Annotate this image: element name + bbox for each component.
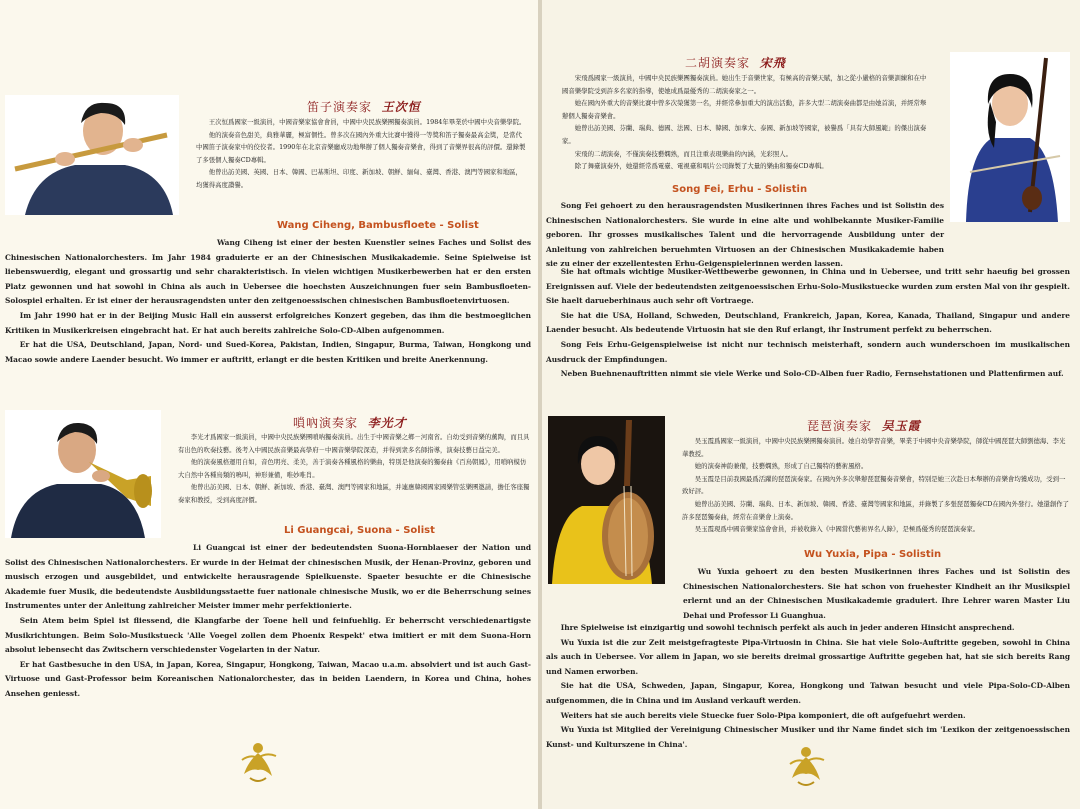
wu-title-de: Wu Yuxia, Pipa - Solistin bbox=[804, 549, 942, 560]
gold-dancer-ornament-icon bbox=[786, 744, 826, 788]
song-bio-de-p2: Sie hat oftmals wichtige Musiker-Wettbewerbe gewonnen, in China und in Uebersee, und tritt sehr haeufig bei grossen Ereignissen auf. Viele der bedeutendsten zeitgenoessischen Erhu-Solo-Musikstuecke wurden zum ersten Mal von ihr gespielt. Sie haelt darueberhinaus auch sehr oft Vortraege. bbox=[546, 267, 1070, 306]
wang-title-cn bbox=[307, 98, 421, 115]
wang-role-cn: 笛子演奏家 bbox=[307, 100, 373, 114]
wu-bio-de-p1: Wu Yuxia gehoert zu den besten Musikerinnen ihres Faches und ist Solistin des Chinesischen Nationalorchesters. Sie hat schon von fruehester Kindheit an ihr Musikspiel erlernt und an der Chinesischen Musikakademie graduiert. Ihre Lehrer waren Master Liu Dehai und Professor Li Guanghua. bbox=[683, 567, 1070, 620]
li-bio-cn bbox=[178, 431, 530, 507]
wang-bio-de-p1: Wang Ciheng ist einer der besten Kuenstler seines Faches und Solist des Chinesischen Nationalorchesters. Im Jahr 1984 graduierte er an der Chinesischen Musikakademie. Seine Spielweise ist liebenswuerdig, elegant und grossartig und sehr charakteristisch. In vielen wichtigen Musikerbewerben hat er den ersten Platz gewonnen und hat sowohl in China als auch in Uebersee die hoechsten Auszeichnungen fuer sein Bambusfloeten-Solospiel erhalten. Er ist einer der herausragendsten unter den zeitgenoessischen chinesischen Bambusfloetenvirtuosen. bbox=[5, 238, 531, 306]
song-bio-cn-p1: 宋飛爲國家一級演員，中國中央民族樂團獨奏演員。她出生于音樂世家，有極高的音樂天賦，加之從小嚴格的音樂訓練和在中國音樂學院受到許多名家的指導，使她成爲最優秀的二胡演奏家之一。 bbox=[562, 74, 927, 95]
right-page bbox=[542, 0, 1080, 809]
song-bio-de-p3: Sie hat die USA, Holland, Schweden, Deutschland, Frankreich, Japan, Korea, Kanada, Thailand, Singapur und andere Laender besucht. Als bedeutende Virtuosin hat sie den Ruf erlangt, ihr Instrument perfekt zu beherrschen. bbox=[546, 310, 1070, 335]
photo-song-fei-erhu bbox=[950, 52, 1070, 222]
li-bio-de bbox=[5, 541, 531, 702]
photo-wu-yuxia-pipa bbox=[548, 416, 665, 584]
wang-title-de: Wang Ciheng, Bambusfloete - Solist bbox=[277, 220, 479, 231]
song-bio-de bbox=[546, 199, 944, 272]
li-title-cn bbox=[293, 414, 407, 431]
photo-li-guangcai-suona bbox=[5, 410, 161, 538]
song-bio-cn-p2: 她在國內外重大的音樂比賽中曾多次榮獲第一名，并經常參加重大的演出活動，許多大型二胡演奏曲都是由她首演，并經常舉辦個人獨奏音樂會。 bbox=[562, 99, 927, 120]
left-page bbox=[0, 0, 538, 809]
song-bio-cn-p5: 除了舞臺演奏外，她還經常爲電臺、電視臺和唱片公司錄製了大量的樂曲和獨奏CD專輯。 bbox=[574, 162, 828, 171]
song-bio-de-p4: Song Feis Erhu-Geigenspielweise ist nicht nur technisch meisterhaft, sondern auch wunderschoen im musikalischen Ausdruck der Empfindungen. bbox=[546, 339, 1070, 364]
wang-bio-cn-p1: 王次恒爲國家一級演員，中國音樂家協會會員，中國中央民族樂團獨奏演員。1984年畢業於中國中央音樂學院。 bbox=[208, 118, 526, 126]
li-bio-cn-p3: 他曾出訪美國、日本、朝鮮、新加坡、香港、臺灣、澳門等國家和地區，并連應韓國國家國樂管弦樂團邀請，擔任客座獨奏家和教授，受到高度評價。 bbox=[178, 483, 530, 504]
song-bio-de-p1: Song Fei gehoert zu den herausragendsten Musikerinnen ihres Faches und ist Solistin des Chinesischen Nationalorchesters. Sie wurde in eine alte und wohlbekannte Musiker-Familie geboren. Ihr grosses musikalisches Talent und die hervorragende Ausbildung unter der Anleitung von zahlreichen beruehmten Virtuosen an der Chinesischen Musikakademie haben sie zu einer der exzellentesten Erhu-Geigenspielerinnen werden lassen. bbox=[546, 201, 944, 269]
li-bio-cn-p2: 他的演奏風格運用自如，音色明亮、柔美，善于演奏各種風格的樂曲，特別是他演奏的獨奏曲《百鳥朝鳳》，用嗩吶模仿大自然中各種鳥類的鳴叫，神形兼備，唯妙唯肖。 bbox=[178, 458, 527, 479]
wang-bio-de bbox=[5, 236, 531, 367]
li-bio-de-p2: Sein Atem beim Spiel ist fliessend, die Klangfarbe der Toene hell und feinfuehlig. Er beherrscht verschiedenartigste Musikrichtungen. Beim Solo-Musikstueck 'Alle Voegel zollen dem Phoenix Respekt' etwa imitiert er mit dem Suona-Horn absolut lebensecht das Zwitschern verschiedenster Vogelarten in der Natur. bbox=[5, 615, 531, 655]
song-role-cn: 二胡演奏家 bbox=[685, 56, 751, 70]
wu-role-cn: 琵琶演奏家 bbox=[807, 419, 873, 433]
song-bio-cn bbox=[562, 72, 932, 173]
song-title-de: Song Fei, Erhu - Solistin bbox=[672, 184, 808, 195]
wu-bio-de-p4: Sie hat die USA, Schweden, Japan, Singapur, Korea, Hongkong und Taiwan besucht und viele Pipa-Solo-CD-Alben aufgenommen, die in China und im Ausland verkauft werden. bbox=[546, 681, 1070, 705]
li-bio-de-p3: Er hat Gastbesuche in den USA, in Japan, Korea, Singapur, Hongkong, Taiwan, Macao u.a.m. absolviert und ist auch Gast-Virtuose und Gast-Professor beim Koreanischen Nationalorchester, das in beiden Laendern, in Korea und China, hohes Ansehen geniesst. bbox=[5, 659, 531, 698]
wu-bio-cn bbox=[682, 435, 1070, 536]
wang-name-cn: 王次恒 bbox=[381, 100, 421, 114]
li-role-cn: 嗩吶演奏家 bbox=[293, 416, 359, 430]
song-bio-de-p5: Neben Buehnenauftritten nimmt sie viele Werke und Solo-CD-Alben fuer Radio, Fernsehstationen und Plattenfirmen auf. bbox=[560, 369, 1064, 379]
wu-bio-de-p3: Wu Yuxia ist die zur Zeit meistgefragteste Pipa-Virtuosin in China. Sie hat viele Solo-Auftritte gegeben, sowohl in China als auch in Uebersee. Vor allem in Japan, wo sie bereits dreimal grossartige Auftritte gegeben hat, hat sie sich bereits Rang und Namen erworben. bbox=[546, 637, 1070, 676]
wu-bio-cn-p4: 她曾出訪美國、芬蘭、瑞典、日本、新加坡、韓國、香港、臺灣等國家和地區，并錄製了多張琵琶獨奏CD在國內外發行。她還創作了許多琵琶獨奏曲，經常在音樂會上演奏。 bbox=[682, 499, 1070, 521]
li-name-cn: 李光才 bbox=[367, 416, 407, 430]
photo-wang-ciheng-flute bbox=[5, 95, 179, 215]
wu-bio-de bbox=[546, 621, 1070, 752]
song-name-cn: 宋飛 bbox=[759, 56, 786, 70]
wu-bio-de-p2: Ihre Spielweise ist einzigartig und sowohl technisch perfekt als auch in jeder anderen Hinsicht ansprechend. bbox=[560, 623, 1015, 632]
wang-bio-de-p3: Er hat die USA, Deutschland, Japan, Nord- und Sued-Korea, Pakistan, Indien, Singapur, Burma, Taiwan, Hongkong und Macao sowie andere Laender besucht. Wo immer er auftritt, erlangt er die besten Kritiken und breite Anerkennung. bbox=[5, 340, 531, 364]
wu-name-cn: 吴玉霞 bbox=[881, 419, 921, 433]
wu-bio-cn-p3: 吴玉霞是目前我國最爲活躍的琵琶演奏家。在國內外多次舉辦琵琶獨奏音樂會，特別是她三次赴日本舉辦的音樂會均獲成功，受到一致好評。 bbox=[682, 474, 1066, 496]
wu-title-cn bbox=[807, 417, 921, 434]
song-bio-cn-p3: 她曾出訪美國、芬蘭、瑞典、德國、法國、日本、韓國、加拿大、泰國、新加坡等國家，被譽爲「具有大師風範」的傑出演奏家。 bbox=[562, 124, 927, 145]
wu-bio-cn-p2: 她的演奏神韵兼備，技藝嫻熟，形成了自己獨特的藝術風格。 bbox=[694, 462, 868, 471]
wu-bio-cn-p5: 吴玉霞現爲中國音樂家協會會員，并被收錄入《中國當代藝術界名人錄》，是極爲優秀的琵琶演奏家。 bbox=[694, 525, 980, 534]
li-bio-de-p1: Li Guangcai ist einer der bedeutendsten Suona-Hornblaeser der Nation und Solist des Chinesischen Nationalorchesters. Er wurde in der Heimat der chinesischen Musik, der Henan-Provinz, geboren und musisch erzogen und ausgebildet, und entwickelte herausragende Spielkuenste. Spaeter besuchte er die Chinesische Akademie fuer Musik, die bedeutendste Ausbildungsstaette fuer nationale chinesische Musik, wo er die Beherrschung seines Instrumentes unter der Anleitung zahlreicher Meister immer mehr perfektionierte. bbox=[5, 543, 531, 611]
wang-bio-cn bbox=[196, 116, 528, 192]
li-title-de: Li Guangcai, Suona - Solist bbox=[284, 525, 435, 536]
wu-bio-de-p5: Weiters hat sie auch bereits viele Stuecke fuer Solo-Pipa komponiert, die oft aufgefuehrt werden. bbox=[560, 710, 966, 720]
wu-bio-de-p6: Wu Yuxia ist Mitglied der Vereinigung Chinesischer Musiker und ihr Name findet sich im 'Lexikon der zeitgenoessischen Kunst- und Kulturszene in China'. bbox=[546, 725, 1070, 749]
wang-bio-cn-p3: 他曾出訪美國、英國、日本、韓國、巴基斯坦、印度、新加坡、朝鮮、緬甸、臺灣、香港、澳門等國家和地區，均獲得高度讚譽。 bbox=[196, 168, 522, 189]
li-bio-cn-p1: 李光才爲國家一級演員，中國中央民族樂團嗩吶獨奏演員。出生于中國音樂之鄉－河南省。自幼受到音樂的薰陶，而且具有出色的吹奏技藝。後考入中國民族音樂最高學府－中國音樂學院深造，并得到衆多名師指導，演奏技藝日益完美。 bbox=[178, 433, 530, 454]
song-title-cn bbox=[685, 54, 786, 71]
wang-bio-cn-p2: 他的演奏音色甜美，典雅華麗，極富個性。曾多次在國內外重大比賽中獲得一等獎和笛子獨奏最高金獎，是當代中國笛子演奏家中的佼佼者。1990年在北京音樂廳成功地舉辦了個人獨奏音樂會，得到了音樂界很高的評價。還錄製了多張個人獨奏CD專輯。 bbox=[196, 130, 526, 164]
wu-bio-de-narrow bbox=[683, 565, 1070, 623]
gold-dancer-ornament-icon bbox=[238, 740, 278, 784]
wang-bio-de-p2: Im Jahr 1990 hat er in der Beijing Music Hall ein ausserst erfolgreiches Konzert gegeben, das ihm die bestmoeglichen Kritiken in Musikerkreisen eingebracht hat. Er hat auch bereits zahlreiche Solo-CD-Alben aufgenommen. bbox=[5, 310, 531, 335]
song-bio-de-wide bbox=[546, 265, 1070, 382]
wu-bio-cn-p1: 吴玉霞爲國家一級演員，中國中央民族樂團獨奏演員。她自幼學習音樂，畢業于中國中央音樂學院，師從中國琵琶大師劉德海、李光華教授。 bbox=[682, 437, 1066, 458]
song-bio-cn-p4: 宋飛的二胡演奏，不僅演奏技藝嫻熟，而且注重表現樂曲的內涵，光彩照人。 bbox=[574, 149, 793, 158]
